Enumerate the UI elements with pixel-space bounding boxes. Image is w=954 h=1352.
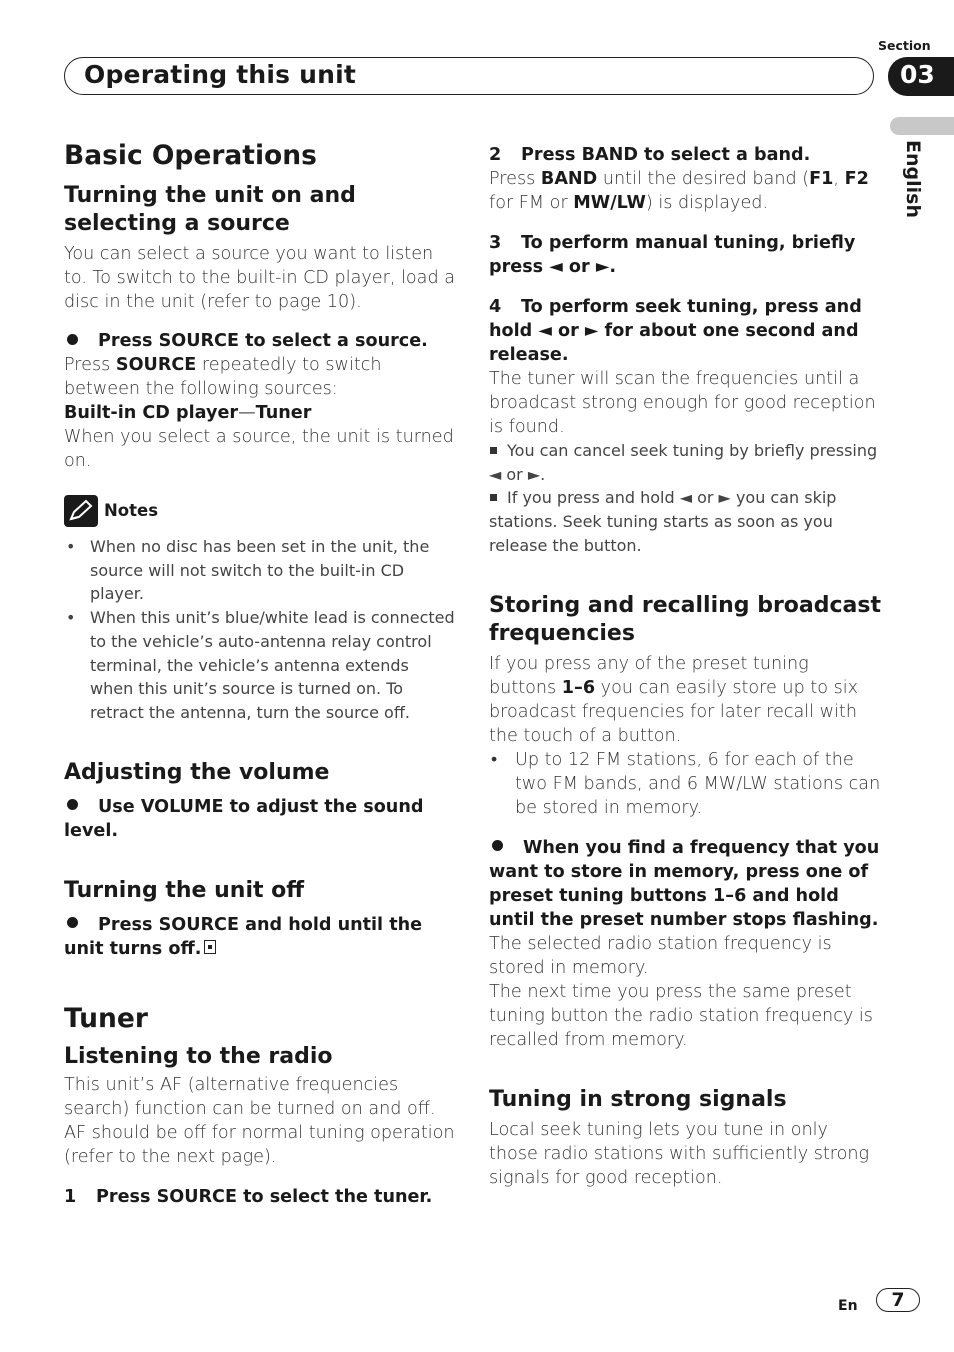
step-store-frequency: When you find a frequency that you want to store in memory, press one of preset tuning buttons 1–6 and hold until the preset number stops flashing. <box>489 837 880 930</box>
section-label: Section <box>878 38 931 53</box>
select-source-text: When you select a source, the unit is turned on. <box>64 427 454 471</box>
note-item: • When no disc has been set in the unit, the source will not switch to the built-in CD player. <box>66 537 430 604</box>
right-column <box>489 140 881 1190</box>
strong-signals-text: Local seek tuning lets you tune in only those radio stations with sufficiently strong signals for good reception. <box>489 1119 870 1188</box>
bullet-dot-icon <box>492 840 503 851</box>
language-tab <box>890 117 954 135</box>
notes-list <box>64 535 456 725</box>
page-title: Operating this unit <box>84 60 357 89</box>
bullet-dot-icon <box>67 917 78 928</box>
note-item: • When this unit’s blue/white lead is connected to the vehicle’s auto-antenna relay control terminal, the vehicle’s antenna extends when this unit’s source is turned on. To retract the antenna, turn the source off. <box>66 608 455 722</box>
section-number: 03 <box>900 60 935 89</box>
tip-cancel-seek: You can cancel seek tuning by briefly pressing ◄ or ►. <box>489 441 878 484</box>
pencil-icon <box>64 495 98 527</box>
press-source-text: Press SOURCE repeatedly to switch between the following sources: <box>64 355 382 399</box>
heading-tuner: Tuner <box>64 1002 148 1034</box>
storing-text: If you press any of the preset tuning buttons 1–6 you can easily store up to six broadcast frequencies for later recall with the touch of a button. <box>489 653 859 746</box>
step-4-text: The tuner will scan the frequencies until a broadcast strong enough for good reception is found. <box>489 369 876 437</box>
step-press-source: Press SOURCE to select a source. <box>64 329 456 353</box>
radio-text: This unit’s AF (alternative frequencies search) function can be turned on and off. AF should be off for normal tuning operation (refer to the next page). <box>64 1074 455 1167</box>
step-3: 3 To perform manual tuning, briefly press ◄ or ►. <box>489 233 856 277</box>
heading-turning-on: Turning the unit on and selecting a source <box>64 183 356 236</box>
footer-language-code: En <box>838 1298 858 1314</box>
store-text-1: The selected radio station frequency is stored in memory. <box>489 933 832 978</box>
step-2-text: Press BAND until the desired band (F1, F2 for FM or MW/LW) is displayed. <box>489 169 869 213</box>
tip-skip-stations: If you press and hold ◄ or ► you can skip stations. Seek tuning starts as soon as you release the button. <box>489 488 837 555</box>
heading-adjusting-volume: Adjusting the volume <box>64 759 330 785</box>
end-mark-icon <box>204 940 216 954</box>
bullet-dot-icon <box>67 334 78 345</box>
heading-basic-operations: Basic Operations <box>64 140 317 171</box>
turning-on-text: You can select a source you want to listen to. To switch to the built-in CD player, load a disc in the unit (refer to page 10). <box>64 244 455 312</box>
storing-bullets <box>489 748 881 820</box>
heading-strong-signals: Tuning in strong signals <box>489 1086 787 1112</box>
store-text-2: The next time you press the same preset tuning button the radio station frequency is recalled from memory. <box>489 981 873 1050</box>
language-label: English <box>902 140 924 218</box>
left-column <box>64 140 456 1209</box>
step-2: 2 Press BAND to select a band. <box>489 145 811 165</box>
square-bullet-icon <box>490 447 497 454</box>
heading-storing-recalling: Storing and recalling broadcast frequencies <box>489 592 882 646</box>
notes-heading: Notes <box>64 495 456 527</box>
source-sequence: Built-in CD player—Tuner <box>64 403 312 423</box>
step-1: 1 Press SOURCE to select the tuner. <box>64 1186 433 1207</box>
step-turn-off: Press SOURCE and hold until the unit turns off. <box>64 914 423 959</box>
storing-bullet-item: • Up to 12 FM stations, 6 for each of the two FM bands, and 6 MW/LW stations can be stored in memory. <box>491 749 881 818</box>
bullet-dot-icon <box>67 799 78 810</box>
heading-turning-off: Turning the unit off <box>64 877 305 903</box>
square-bullet-icon <box>490 494 497 501</box>
page-number: 7 <box>891 1289 905 1311</box>
step-4: 4 To perform seek tuning, press and hold ◄ or ► for about one second and release. <box>489 297 862 365</box>
heading-listening-radio: Listening to the radio <box>64 1043 333 1069</box>
step-volume: Use VOLUME to adjust the sound level. <box>64 796 424 841</box>
